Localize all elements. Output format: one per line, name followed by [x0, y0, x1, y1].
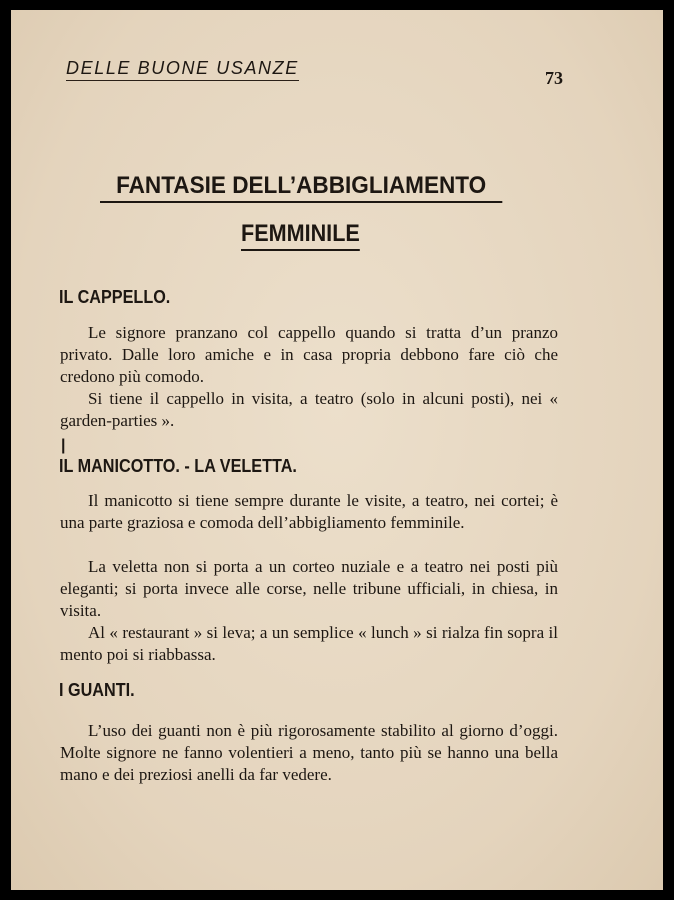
running-head: DELLE BUONE USANZE: [66, 58, 299, 81]
section-heading-guanti: I GUANTI.: [59, 680, 135, 700]
paragraph: Il manicotto si tiene sempre durante le visite, a teatro, nei cortei; è una parte graziosa e comoda dell’abbigliamento femminile.: [60, 491, 558, 532]
book-page: [11, 10, 663, 890]
section-heading-cappello: IL CAPPELLO.: [59, 287, 171, 307]
ink-mark: |: [61, 437, 66, 454]
chapter-title-line-1: FANTASIE DELL’ABBIGLIAMENTO: [100, 172, 502, 203]
page-number: 73: [545, 68, 563, 88]
paragraph: Le signore pranzano col cappello quando si tratta d’un pranzo privato. Dalle loro amiche e in casa propria debbono fare ciò che credono più comodo.: [60, 323, 558, 386]
paragraph: L’uso dei guanti non è più rigorosamente stabilito al giorno d’oggi. Molte signore ne fanno volentieri a meno, tanto più se hanno una bella mano e dei preziosi anelli da far vedere.: [60, 721, 558, 784]
paragraph: Al « restaurant » si leva; a un semplice « lunch » si rialza fin sopra il mento poi si riabbassa.: [60, 623, 558, 664]
paragraph: La veletta non si porta a un corteo nuziale e a teatro nei posti più eleganti; si porta invece alle corse, nelle tribune ufficiali, in chiesa, in visita.: [60, 557, 558, 620]
section-heading-manicotto: IL MANICOTTO. - LA VELETTA.: [59, 456, 297, 476]
chapter-title-line-2: FEMMINILE: [241, 220, 360, 251]
paragraph: Si tiene il cappello in visita, a teatro (solo in alcuni posti), nei « garden-parties ».: [60, 389, 558, 430]
